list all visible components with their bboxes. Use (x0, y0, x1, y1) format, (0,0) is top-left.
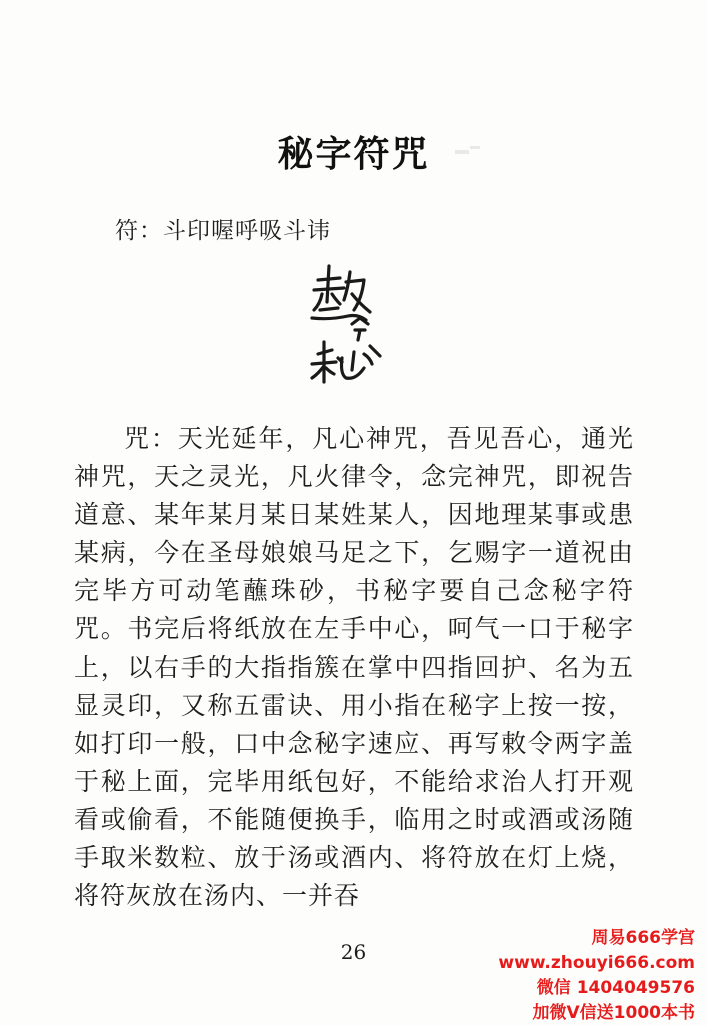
watermark (465, 926, 695, 1026)
watermark-line: 微信 1404049576 (536, 978, 695, 998)
body-paragraph: 咒：天光延年，凡心神咒，吾见吾心，通光神咒，天之灵光，凡火律令，念完神咒，即祝告道意、某年某月某日某姓某人，因地理某事或患某病，今在圣母娘娘马足之下，乞赐字一道祝由完毕方可动笔蘸珠砂，书秘字要自己念秘字符咒。书完后将纸放在左手中心，呵气一口于秘字上，以右手的大指指簇在掌中四指回护、名为五显灵印，又称五雷诀、用小指在秘字上按一按，如打印一般，口中念秘字速应、再写敕令两字盖于秘上面，完毕用纸包好，不能给求治人打开观看或偷看，不能随便换手，临用之时或酒或汤随手取米数粒、放于汤或酒内、将符放在灯上烧，将符灰放在汤内、一并吞 (74, 424, 634, 911)
talisman-glyph-icon (300, 258, 390, 398)
incantation-body (74, 420, 634, 915)
watermark-line: www.zhouyi666.com (498, 953, 695, 973)
page-title: 秘字符咒 (277, 134, 430, 175)
watermark-line: 加微V信送1000本书 (532, 1003, 695, 1023)
fu-line: 符：斗印喔呼吸斗讳 (115, 218, 331, 244)
watermark-line: 周易666学宫 (591, 928, 695, 948)
page-number: 26 (340, 940, 367, 964)
